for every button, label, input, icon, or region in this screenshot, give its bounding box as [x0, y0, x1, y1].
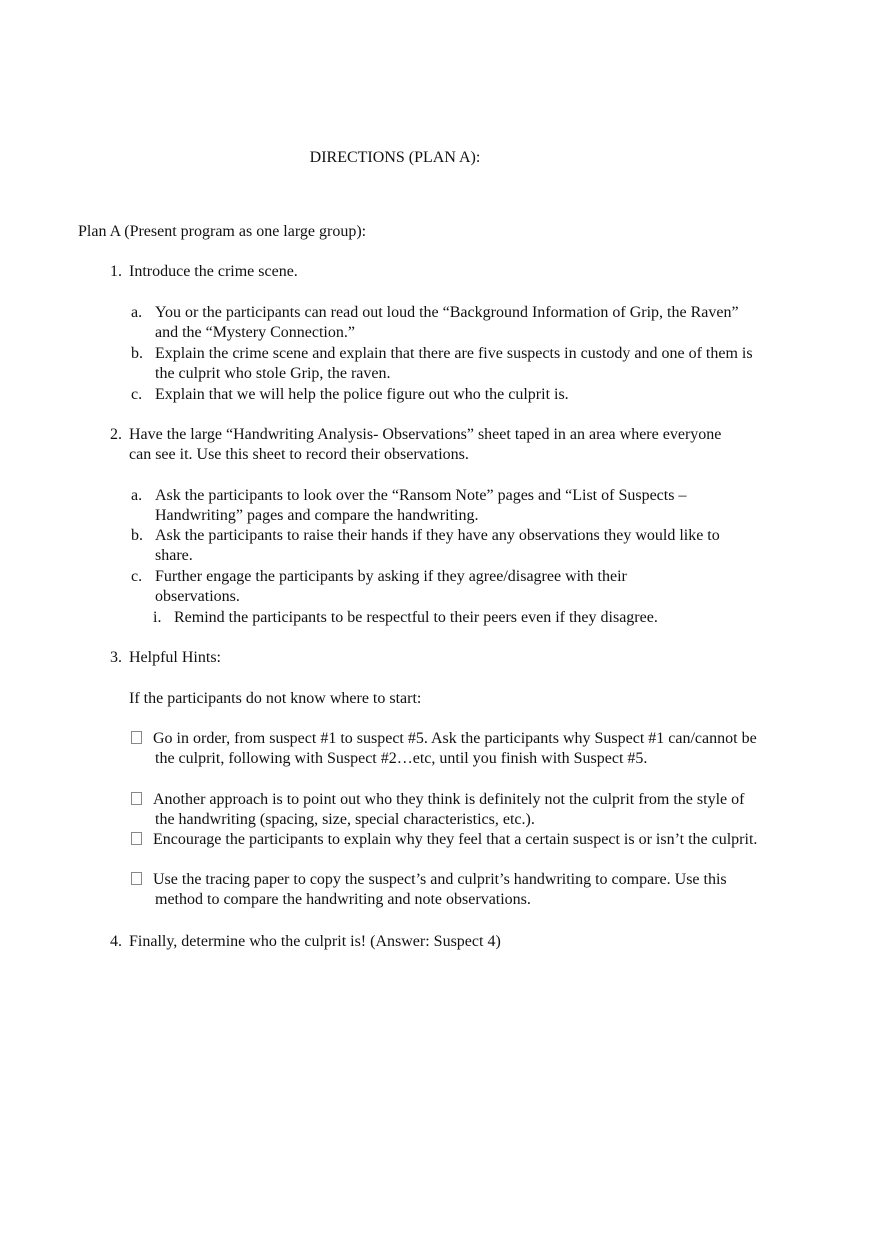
- subitem-text: Further engage the participants by asking if they agree/disagree with their observations.: [155, 568, 627, 606]
- hint-text: Encourage the participants to explain why they feel that a certain suspect is or isn’t the culprit.: [153, 831, 758, 848]
- hint-text: Go in order, from suspect #1 to suspect #5. Ask the participants why Suspect #1 can/cannot be the culprit, following with Suspect #2…etc, until you finish with Suspect #5.: [153, 730, 757, 768]
- page-title: DIRECTIONS (PLAN A):: [309, 149, 481, 166]
- step-number: 2.: [110, 426, 122, 443]
- checkbox-bullet-icon: [131, 729, 142, 749]
- checkbox-bullet-icon: [131, 790, 142, 810]
- subitem-text: You or the participants can read out loud the “Background Information of Grip, the Raven” and the “Mystery Connection.”: [155, 304, 739, 342]
- subitem-label: a.: [131, 304, 143, 321]
- subsubitem-label: i.: [153, 609, 162, 626]
- checkbox-bullet-icon: [131, 830, 142, 850]
- hint-text: Another approach is to point out who they think is definitely not the culprit from the style of the handwriting (spacing, size, special characteristics, etc.).: [153, 791, 745, 829]
- subitem-label: a.: [131, 487, 143, 504]
- step-number: 3.: [110, 649, 122, 666]
- step-number: 4.: [110, 933, 122, 950]
- subitem-text: Ask the participants to raise their hands if they have any observations they would like to share.: [155, 527, 720, 565]
- step-text: Introduce the crime scene.: [129, 263, 298, 280]
- subitem-text: Ask the participants to look over the “Ransom Note” pages and “List of Suspects – Handwriting” pages and compare the handwriting.: [155, 487, 687, 525]
- subitem-label: c.: [131, 386, 143, 403]
- step-text: Helpful Hints:: [129, 649, 221, 666]
- subitem-text: Explain the crime scene and explain that there are five suspects in custody and one of them is the culprit who stole Grip, the raven.: [155, 345, 753, 383]
- plan-intro: Plan A (Present program as one large group):: [78, 223, 367, 240]
- subitem-text: Explain that we will help the police figure out who the culprit is.: [155, 386, 569, 403]
- subitem-label: b.: [131, 345, 143, 362]
- checkbox-bullet-icon: [131, 870, 142, 890]
- step-text: Have the large “Handwriting Analysis- Observations” sheet taped in an area where everyone can see it. Use this sheet to record their observations.: [129, 426, 722, 464]
- step-number: 1.: [110, 263, 122, 280]
- hints-lead: If the participants do not know where to start:: [129, 690, 422, 707]
- hint-text: Use the tracing paper to copy the suspect’s and culprit’s handwriting to compare. Use this method to compare the handwriting and note observations.: [153, 871, 727, 909]
- subitem-label: b.: [131, 527, 143, 544]
- subitem-label: c.: [131, 568, 143, 585]
- subsubitem-text: Remind the participants to be respectful to their peers even if they disagree.: [174, 609, 658, 626]
- step-text: Finally, determine who the culprit is! (Answer: Suspect 4): [129, 933, 501, 950]
